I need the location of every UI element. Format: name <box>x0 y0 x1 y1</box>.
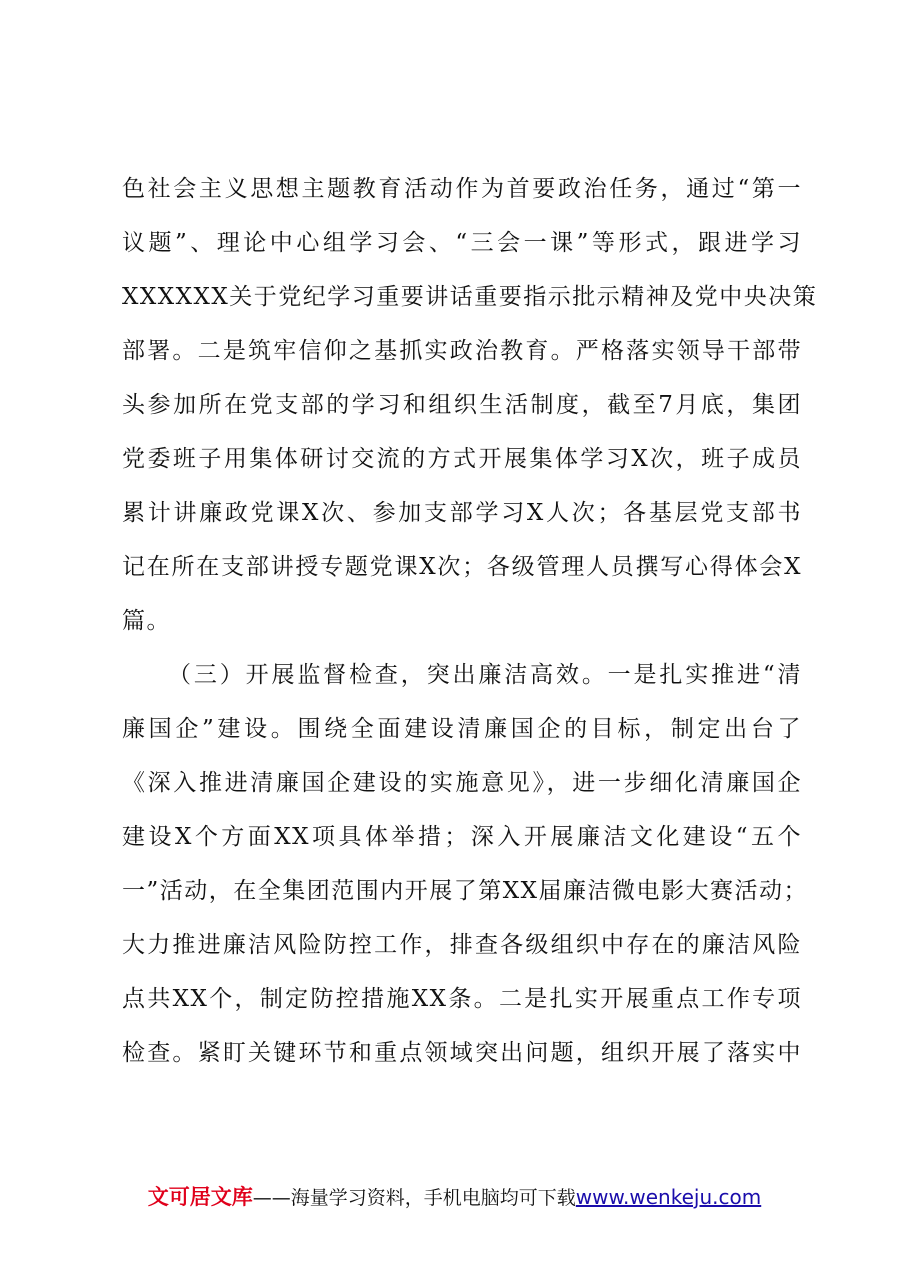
text-line: 党委班子用集体研讨交流的方式开展集体学习X次，班子成员 <box>122 446 802 472</box>
text-line: 部署。二是筑牢信仰之基抓实政治教育。严格落实领导干部带 <box>122 338 802 364</box>
text-line: 头参加所在党支部的学习和组织生活制度，截至7月底，集团 <box>122 392 802 418</box>
text-line: 点共XX个，制定防控措施XX条。二是扎实开展重点工作专项 <box>122 986 802 1012</box>
text-line: 篇。 <box>122 608 171 634</box>
text-line: 大力推进廉洁风险防控工作，排查各级组织中存在的廉洁风险 <box>122 932 802 958</box>
footer-dash: —— <box>252 1187 291 1209</box>
footer-slogan: 海量学习资料，手机电脑均可下载 <box>290 1187 576 1209</box>
document-body <box>122 162 818 1080</box>
text-line: 记在所在支部讲授专题党课X次；各级管理人员撰写心得体会X <box>122 554 802 580</box>
text-line: 议题”、理论中心组学习会、“三会一课”等形式，跟进学习 <box>122 230 802 256</box>
footer-brand: 文可居文库 <box>147 1185 253 1209</box>
text-line: 检查。紧盯关键环节和重点领域突出问题，组织开展了落实中 <box>122 1040 802 1066</box>
text-line: 建设X个方面XX项具体举措；深入开展廉洁文化建设“五个 <box>122 824 802 850</box>
section-heading-line: （三）开展监督检查，突出廉洁高效。一是扎实推进“清 <box>168 662 802 688</box>
text-line: 《深入推进清廉国企建设的实施意见》，进一步细化清廉国企 <box>122 770 802 796</box>
text-line: XXXXXX关于党纪学习重要讲话重要指示批示精神及党中央决策 <box>122 284 818 310</box>
footer-website-link[interactable]: www.wenkeju.com <box>575 1185 762 1209</box>
footer-banner <box>0 1181 909 1211</box>
text-line: 累计讲廉政党课X次、参加支部学习X人次；各基层党支部书 <box>122 500 802 526</box>
text-line: 廉国企”建设。围绕全面建设清廉国企的目标，制定出台了 <box>122 716 802 742</box>
text-line: 色社会主义思想主题教育活动作为首要政治任务，通过“第一 <box>122 176 802 202</box>
text-line: 一”活动，在全集团范围内开展了第XX届廉洁微电影大赛活动； <box>122 878 809 904</box>
